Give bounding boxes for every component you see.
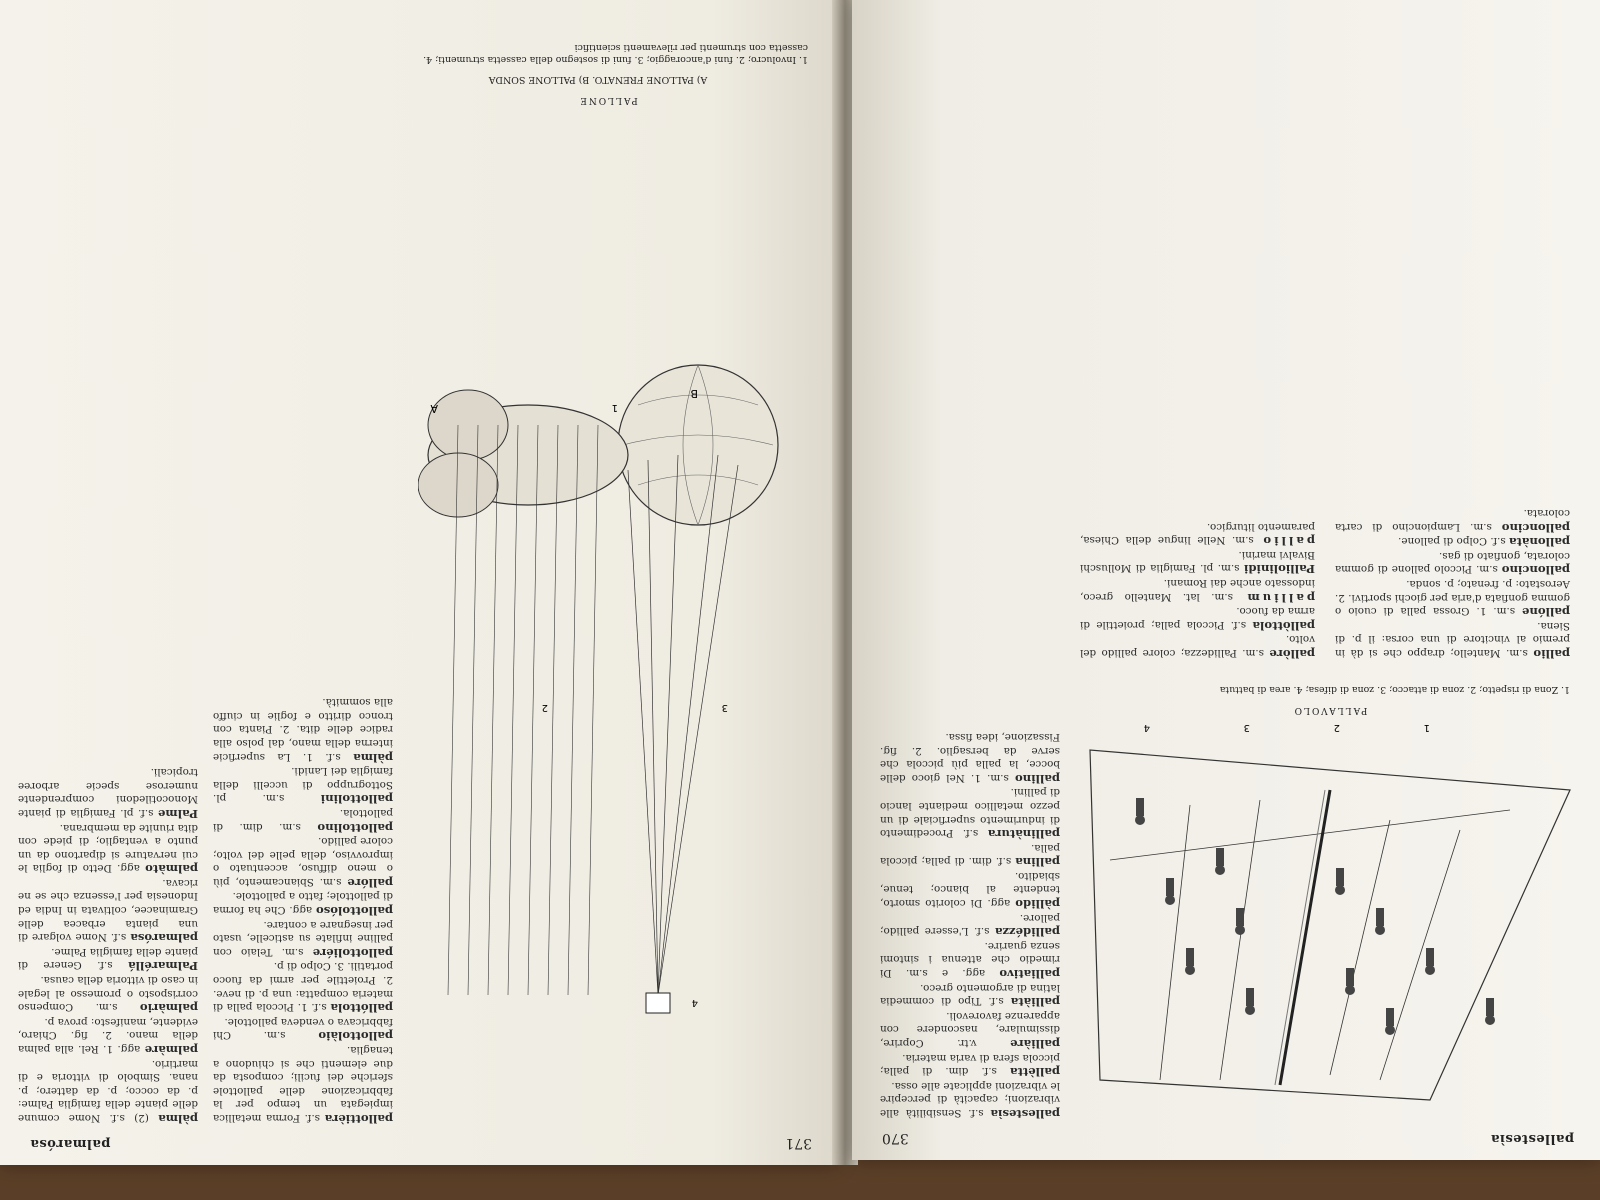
entry: palliàta s.f. Tipo di commedia latina di argomento greco. — [880, 981, 1060, 1010]
figure-title-pallavolo: PALLAVOLO — [1292, 705, 1368, 715]
entry: pallottolino s.m. dim. di pallottola. — [213, 806, 393, 835]
label-2: 2 — [541, 702, 548, 713]
left-page-number: 371 — [785, 1135, 812, 1151]
entry: palloncino s.m. Lampioncino di carta colorata. — [1335, 507, 1570, 535]
pallone-illustration — [418, 115, 798, 1125]
right-page-number: 370 — [882, 1130, 909, 1146]
balloon-sphere — [618, 365, 778, 525]
entry: pallestesìa s.f. Sensibilità alle vibrazioni; capacità di percepire le vibrazioni applicate alle ossa. — [880, 1079, 1060, 1121]
entry: palmàrio s.m. Compenso corrisposto o promesso al legale in caso di vittoria della causa. — [18, 974, 198, 1016]
entry: pallinàtura s.f. Procedimento di indurimento superficiale di un pezzo metallico mediante lancio di pallini. — [880, 786, 1060, 842]
entry: pallium s.m. lat. Mantello greco, indossato anche dai Romani. — [1080, 577, 1315, 605]
entry: pallottolóso agg. Che ha forma di pallottole; fatto a pallottole. — [213, 890, 393, 919]
instrument-box — [646, 993, 670, 1013]
left-column-1 — [213, 25, 393, 1125]
court-label-2: 2 — [1333, 722, 1340, 733]
right-column-1 — [880, 20, 1060, 1120]
entry: palmàre agg. 1. Rel. alla palma della mano. 2. fig. Chiaro, evidente, manifesto: prova p. — [18, 1015, 198, 1058]
figure-caption-2: 1. Involucro; 2. funi d'ancoraggio; 3. funi di sostegno della cassetta strumenti; 4. cassetta con strumenti per rilevamenti scientifici — [423, 42, 808, 65]
entry: pallina s.f. dim. di palla; piccola palla. — [880, 841, 1060, 870]
entry: pallio s.m. Nelle lingue della Chiesa, paramento liturgico. — [1080, 520, 1315, 549]
entry: pàlma (2) s.f. Nome comune delle piante della famiglia Palme: p. da cocco; p. da dattero; p. nana. Simbolo di vittoria e di martirio. — [18, 1057, 198, 1126]
left-running-head: palmarósa — [30, 1136, 111, 1151]
right-page — [852, 0, 1600, 1160]
right-column-2 — [1335, 20, 1570, 660]
entry: pàllido agg. Di colorito smorto, tendente al bianco; tenue, sbiadito. — [880, 869, 1060, 912]
entry: pallottièra s.f. Forma metallica impiegata un tempo per la fabbricazione delle pallottole sferiche dei fucili; composta da due elementi che si chiudono a tenaglia. — [213, 1044, 393, 1126]
entry: palliativo agg. e s.m. Di rimedio che attenua i sintomi senza guarire. — [880, 939, 1060, 982]
label-4: 4 — [691, 997, 698, 1008]
entry: pallòttola s.f. Piccola palla; proiettile di arma da fuoco. — [1080, 605, 1315, 633]
court-label-1: 1 — [1423, 722, 1430, 733]
label-A: A — [430, 402, 438, 415]
entry: palmàto agg. Detto di foglia le cui nervature si dipartono da un punto a ventaglio; di piede con dita riunite da membrana. — [18, 821, 198, 877]
label-3: 3 — [721, 702, 728, 713]
entry: pallóne s.m. 1. Grossa palla di cuoio o gomma gonfiata d'aria per giochi sportivi. 2. Aerostato: p. frenato; p. sonda. — [1335, 578, 1570, 620]
court-label-3: 3 — [1243, 722, 1250, 733]
label-1: 1 — [611, 402, 618, 413]
entry: pallino s.m. 1. Nel gioco delle bocce, la palla più piccola che serve da bersaglio. 2. fig. Fissazione, idea fissa. — [880, 730, 1060, 786]
entry: pallio s.m. Mantello; drappo che si dà in premio al vincitore di una corsa: il p. di Siena. — [1335, 619, 1570, 661]
right-running-head: pallestesìa — [1490, 1131, 1574, 1146]
entry: pallottolàio s.m. Chi fabbricava o vendeva pallottole. — [213, 1015, 393, 1044]
entry: Palmaréllá s.f. Genere di piante della famiglia Palme. — [18, 945, 198, 974]
entry: palloncino s.m. Piccolo pallone di gomma colorata, gonfiato di gas. — [1335, 549, 1570, 578]
figure-caption-pallavolo: 1. Zona di rispetto; 2. zona di attacco; 3. zona di difesa; 4. area di battuta — [1219, 684, 1570, 695]
label-B: B — [690, 387, 698, 400]
pallavolo-court-illustration — [1080, 720, 1580, 1120]
court-outline — [1090, 750, 1570, 1100]
figure-title-pallone: PALLONE — [578, 95, 638, 105]
entry: Palliolinidi s.m. pl. Famiglia di Molluschi Bivalvi marini. — [1080, 548, 1315, 577]
entry: pallóre s.m. Sbiancamento, più o meno diffuso, accentuato o improvviso, della pelle del volto; colore pallido. — [213, 835, 393, 890]
left-column-2 — [18, 25, 198, 1125]
right-column-3 — [1080, 20, 1315, 660]
entry: pàlma s.f. 1. La superficie interna della mano, dal polso alla radice delle dita. 2. Pianta con tronco diritto e foglie in ciuffo alla sommità. — [213, 696, 393, 765]
figure-caption-1: A) PALLONE FRENATO. B) PALLONE SONDA — [488, 74, 708, 85]
entry: pallottoliére s.m. Telaio con palline infilate su asticelle, usato per insegnare a contare. — [213, 918, 393, 960]
entry: palmarósa s.f. Nome volgare di una pianta erbacea delle Graminacee, coltivata in India ed Indonesia per l'essenza che se ne ricava. — [18, 876, 198, 946]
court-label-4: 4 — [1143, 722, 1150, 733]
entry: pallóttola s.f. 1. Piccola palla di materia compatta: una p. di neve. 2. Proiettile per armi da fuoco portatili. 3. Colpo di p. — [213, 960, 393, 1016]
entry: pallidézza s.f. L'essere pallido; pallore. — [880, 911, 1060, 940]
entry: palliàre v.tr. Coprire, dissimulare, nascondere con apparenze favorevoli. — [880, 1009, 1060, 1052]
entry: pallòre s.m. Pallidezza; colore pallido del volto. — [1080, 633, 1315, 661]
entry: pallètta s.f. dim. di palla; piccola sfera di varia materia. — [880, 1051, 1060, 1080]
entry: pallonàta s.f. Colpo di pallone. — [1398, 535, 1570, 550]
entry: Palme s.f. pl. Famiglia di piante Monocotiledoni comprendente numerose specie arboree tropicali. — [18, 766, 198, 821]
entry: pallottolini s.m. pl. Sottogruppo di uccelli della famiglia dei Lanidi. — [213, 765, 393, 807]
net — [1280, 790, 1330, 1085]
right-page-content — [852, 0, 1600, 1160]
